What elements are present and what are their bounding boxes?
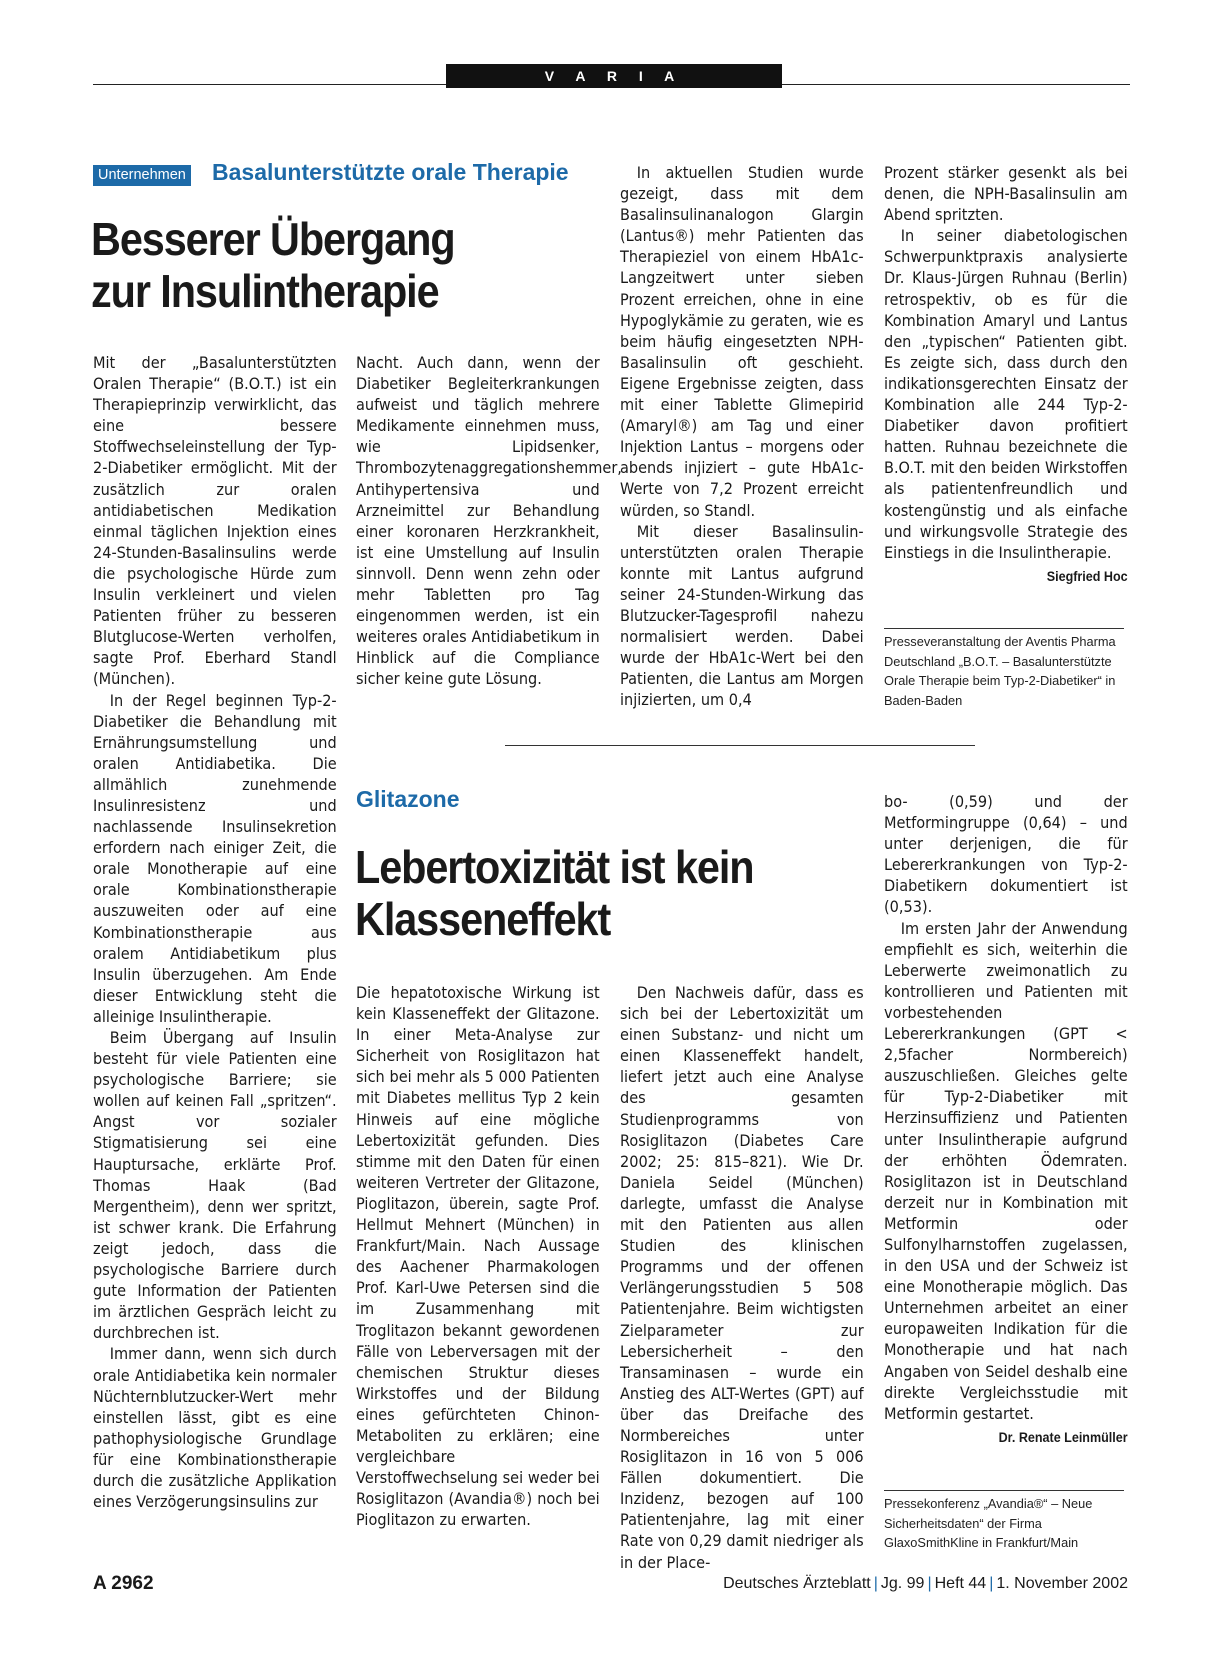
article-separator bbox=[505, 745, 975, 746]
article1-column-4: Prozent stärker gesenkt als bei denen, die NPH-Basalinsulin am Abend spritzten. In seiner diabetologischen Schwerpunktpraxis analysierte Dr. Klaus-Jürgen Ruhnau (Berlin) retrospektiv, ob es für die Kombination Amaryl und Lantus den „typischen“ Patienten gibt. Es zeigte sich, dass durch den indikationsgerechten Einsatz der Kombination alle 244 Typ-2-Diabetiker davon profitiert hatten. Ruhnau bezeichnete die B.O.T. mit den beiden Wirkstoffen als patientenfreundlich und kostengünstig und als einfache und wirkungsvolle Strategie des Einstiegs in die Insulintherapie. Siegfried Hoc bbox=[884, 163, 1128, 587]
article2-kicker: Glitazone bbox=[356, 786, 460, 812]
article2-column-2: Die hepatotoxische Wirkung ist kein Klasseneffekt der Glitazone. In einer Meta-Analyse zur Sicherheit von Rosiglitazon hat sich bei mehr als 5 000 Patienten mit Diabetes mellitus Typ 2 kein Hinweis auf eine mögliche Lebertoxizität gefunden. Dies stimme mit den Daten für einen weiteren Vertreter der Glitazone, Pioglitazon, überein, sagte Prof. Hellmut Mehnert (München) in Frankfurt/Main. Nach Aussage des Aachener Pharmakologen Prof. Karl-Uwe Petersen sind die im Zusammenhang mit Troglitazon bekannt gewordenen Fälle von Leberversagen mit der chemischen Struktur dieses Wirkstoffes und der Bildung eines gefürchteten Chinon-Metaboliten zu erklären; eine vergleichbare Verstoffwechselung sei weder bei Rosiglitazon (Avandia®) noch bei Pioglitazon zu erwarten. bbox=[356, 984, 600, 1530]
footer-divider: | bbox=[873, 1575, 878, 1592]
article1-column-2: Nacht. Auch dann, wenn der Diabetiker Begleiterkrankungen aufweist und täglich mehrere Medikamente einnehmen muss, wie Lipidsenker, Thrombozytenaggregationshemmer, Antihypertensiva und Arzneimittel zur Behandlung einer koronaren Herzkrankheit, ist eine Umstellung auf Insulin sinnvoll. Denn wenn zehn oder mehr Tabletten pro Tag eingenommen werden, ist ein weiteres orales Antidiabetikum in Hinblick auf die Compliance sicher keine gute Lösung. bbox=[356, 354, 622, 689]
page-number: A 2962 bbox=[93, 1573, 154, 1594]
note-rule-2 bbox=[884, 1490, 1124, 1491]
article1-column-3: In aktuellen Studien wurde gezeigt, dass mit dem Basalinsulinanalogon Glargin (Lantus®) mehr Patienten das Therapieziel von einem HbA1c-Langzeitwert unter sieben Prozent erreichen, ohne in eine Hypoglykämie zu geraten, wie es beim häufig eingesetzten NPH-Basalinsulin oft geschieht. Eigene Ergebnisse zeigten, dass mit einer Tablette Glimepirid (Amaryl®) am Tag und einer Injektion Lantus – morgens oder abends injiziert – gute HbA1c-Werte von 7,2 Prozent erreicht würden, so Standl. Mit dieser Basalinsulin-unterstützten oralen Therapie konnte mit Lantus aufgrund seiner 24-Stunden-Wirkung das Blutzucker-Tagesprofil nahezu normalisiert werden. Dabei wurde der HbA1c-Wert bei den Patienten, die Lantus am Morgen injizierten, um 0,4 bbox=[620, 164, 864, 710]
article2-column-4: bo- (0,59) und der Metformingruppe (0,64) – und unter derjenigen, die für Lebererkrankungen von Typ-2-Diabetikern dokumentiert ist (0,53). Im ersten Jahr der Anwendung empfiehlt es sich, weiterhin die Leberwerte zweimonatlich zu kontrollieren und Patienten mit vorbestehenden Lebererkrankungen (GPT < 2,5facher Normbereich) auszuschließen. Gleiches gelte für Typ-2-Diabetiker mit Herzinsuffizienz und Patienten unter Insulintherapie aufgrund der erhöhten Ödemraten. Rosiglitazon ist in Deutschland derzeit nur in Kombination mit Metformin oder Sulfonylharnstoffen zugelassen, in den USA und der Schweiz ist eine Monotherapie möglich. Das Unternehmen arbeitet an einer europaweiten Indikation für die Monotherapie und hat nach Angaben von Seidel deshalb eine direkte Vergleichsstudie mit Metformin gestartet. Dr. Renate Leinmüller bbox=[884, 792, 1128, 1448]
article1-author: Siegfried Hoc bbox=[1046, 568, 1128, 584]
journal-name: Deutsches Ärzteblatt bbox=[723, 1575, 871, 1592]
section-label: V A R I A bbox=[446, 64, 782, 88]
article2-author: Dr. Renate Leinmüller bbox=[998, 1429, 1128, 1445]
journal-issue: Heft 44 bbox=[934, 1575, 987, 1592]
note-rule bbox=[884, 628, 1124, 629]
category-tag: Unternehmen bbox=[93, 165, 191, 186]
footer-divider: | bbox=[989, 1575, 994, 1592]
article1-source-note: Presseveranstaltung der Aventis Pharma Deutschland „B.O.T. – Basalunterstützte Orale Therapie beim Typ-2-Diabetiker“ in Baden-Baden bbox=[884, 634, 1116, 708]
article2-headline: Lebertoxizität ist kein Klasseneffekt bbox=[355, 841, 754, 945]
journal-footer bbox=[723, 1575, 1128, 1593]
journal-volume: Jg. 99 bbox=[880, 1575, 925, 1592]
article2-column-3: Den Nachweis dafür, dass es sich bei der Lebertoxizität um einen Substanz- und nicht um einen Klasseneffekt handelt, liefert jetzt auch eine Analyse des gesamten Studienprogramms von Rosiglitazon (Diabetes Care 2002; 25: 815–821). Wie Dr. Daniela Seidel (München) darlegte, umfasst die Analyse mit den Patienten aus allen Studien des klinischen Programms und der offenen Verlängerungsstudien 5 508 Patientenjahre. Beim wichtigsten Zielparameter zur Lebersicherheit – den Transaminasen – wurde ein Anstieg des ALT-Wertes (GPT) auf über das Dreifache des Normbereiches unter Rosiglitazon in 16 von 5 006 Fällen dokumentiert. Die Inzidenz, bezogen auf 100 Patientenjahre, lag mit einer Rate von 0,29 damit niedriger als in der Place- bbox=[620, 984, 864, 1572]
footer-divider: | bbox=[927, 1575, 932, 1592]
article1-kicker: Basalunterstützte orale Therapie bbox=[212, 159, 569, 185]
journal-date: 1. November 2002 bbox=[996, 1575, 1128, 1592]
article1-headline: Besserer Übergang zur Insulintherapie bbox=[91, 213, 455, 317]
article2-source-note: Pressekonferenz „Avandia®“ – Neue Sicherheitsdaten“ der Firma GlaxoSmithKline in Frankfurt/Main bbox=[884, 1496, 1093, 1550]
article1-column-1: Mit der „Basalunterstützten Oralen Therapie“ (B.O.T.) ist ein Therapieprinzip verwirklicht, das eine bessere Stoffwechseleinstellung der Typ-2-Diabetiker ermöglicht. Mit der zusätzlich zur oralen antidiabetischen Medikation einmal täglichen Injektion eines 24-Stunden-Basalinsulins werde die psychologische Hürde zum Insulin verkleinert und vielen Patienten früher zu besseren Blutglucose-Werten verholfen, sagte Prof. Eberhard Standl (München). In der Regel beginnen Typ-2-Diabetiker die Behandlung mit Ernährungsumstellung und oralen Antidiabetika. Die allmählich zunehmende Insulinresistenz und nachlassende Insulinsekretion erfordern nach einiger Zeit, die orale Monotherapie auf eine orale Kombinationstherapie auszuweiten oder auf eine Kombinationstherapie aus oralem Antidiabetikum plus Insulin überzugehen. Am Ende dieser Entwicklung steht die alleinige Insulintherapie. Beim Übergang auf Insulin besteht für viele Patienten eine psychologische Barriere; sie wollen auf keinen Fall „spritzen“. Angst vor sozialer Stigmatisierung sei eine Hauptursache, erklärte Prof. Thomas Haak (Bad Mergentheim), denn wer spritzt, ist schwer krank. Die Erfahrung zeigt jedoch, dass die psychologische Barriere durch gute Information der Patienten im ärztlichen Gespräch leicht zu durchbrechen ist. Immer dann, wenn sich durch orale Antidiabetika kein normaler Nüchternblutzucker-Wert mehr einstellen lässt, gibt es eine pathophysiologische Grundlage für eine Kombinationstherapie durch die zusätzliche Applikation eines Verzögerungsinsulins zur bbox=[93, 354, 337, 1512]
